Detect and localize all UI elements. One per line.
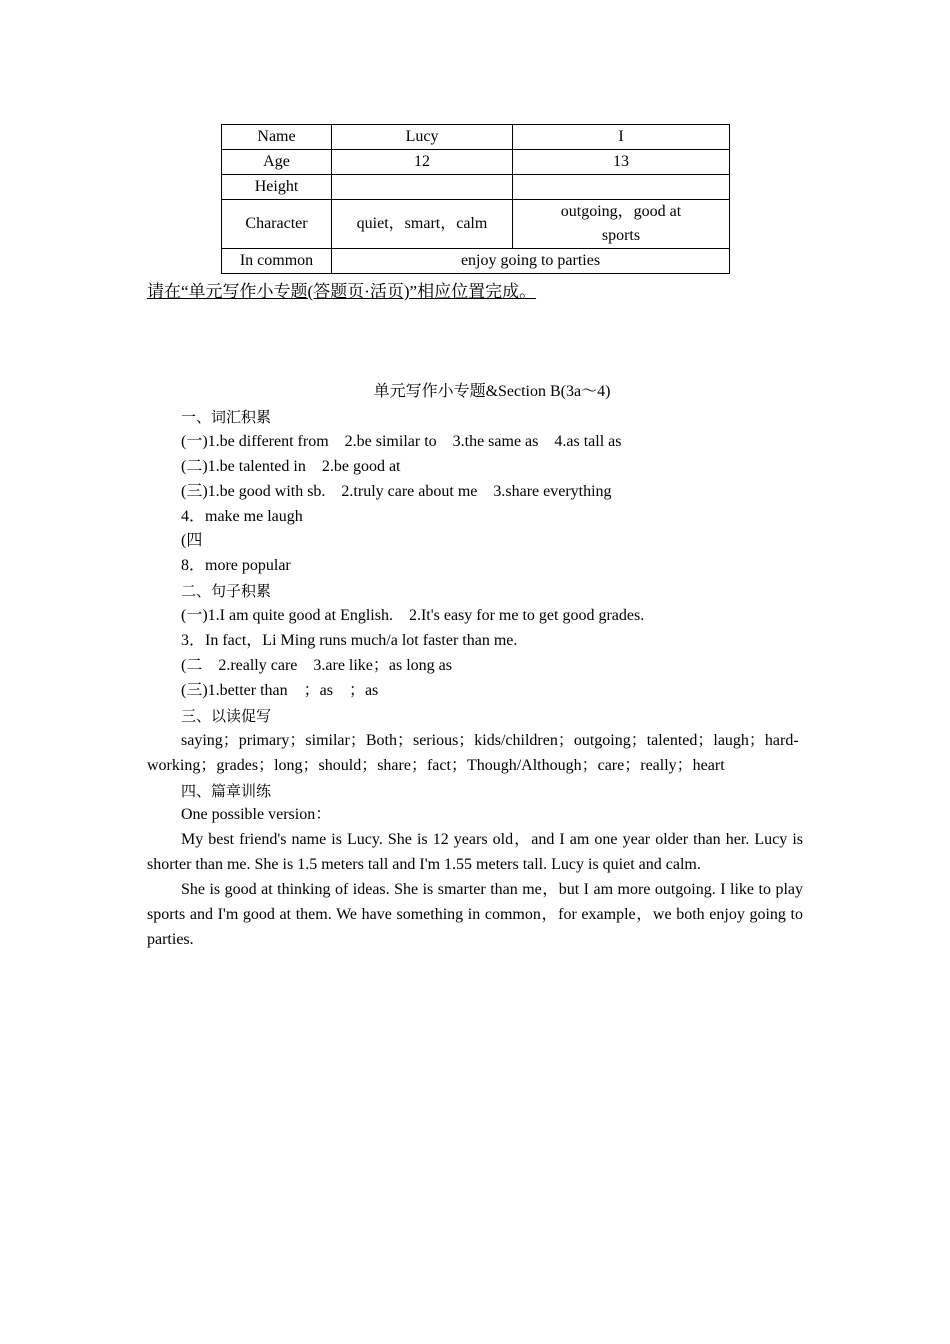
answer-line: (三)1.be good with sb. 2.truly care about me 3.share everything bbox=[181, 482, 612, 500]
table-cell bbox=[513, 200, 730, 249]
table-header-row bbox=[222, 125, 730, 150]
table-cell bbox=[513, 175, 730, 200]
table-cell: I bbox=[513, 125, 730, 150]
answer-line: (一)1.be different from 2.be similar to 3.the same as 4.as tall as bbox=[181, 432, 622, 450]
table-cell: In common bbox=[222, 249, 332, 274]
table-cell: Age bbox=[222, 150, 332, 175]
instruction-note: 请在“单元写作小专题(答题页·活页)”相应位置完成。 bbox=[147, 282, 537, 301]
table-cell: 13 bbox=[513, 150, 730, 175]
essay-paragraph: My best friend's name is Lucy. She is 12 years old，and I am one year older than her. Lucy is shorter than me. She is 1.5 meters tall and I'm 1.55 meters tall. Lucy is quiet and calm. bbox=[147, 831, 803, 874]
table-cell: enjoy going to parties bbox=[332, 249, 730, 274]
answer-key bbox=[147, 380, 803, 953]
answer-line: 8．more popular bbox=[181, 557, 291, 575]
answer-line: One possible version： bbox=[181, 806, 332, 824]
comparison-table bbox=[221, 124, 730, 274]
table-row bbox=[222, 150, 730, 175]
answer-line: 4．make me laugh bbox=[181, 507, 303, 525]
table-cell: quiet，smart，calm bbox=[332, 200, 513, 249]
table-cell: Height bbox=[222, 175, 332, 200]
table-cell: Character bbox=[222, 200, 332, 249]
answer-line: (二 2.really care 3.are like；as long as bbox=[181, 656, 453, 674]
table-cell: Name bbox=[222, 125, 332, 150]
essay-paragraph: She is good at thinking of ideas. She is smarter than me，but I am more outgoing. I like to play sports and I'm good at them. We have something in common，for example，we both enjoy going to parties. bbox=[147, 881, 803, 948]
table-row bbox=[222, 249, 730, 274]
answer-line: (二)1.be talented in 2.be good at bbox=[181, 457, 401, 475]
section-heading: 三、以读促写 bbox=[181, 706, 272, 725]
table-cell bbox=[332, 175, 513, 200]
section-heading: 二、句子积累 bbox=[181, 582, 272, 601]
table-cell: Lucy bbox=[332, 125, 513, 150]
cell-line: sports bbox=[601, 227, 641, 244]
table-cell: 12 bbox=[332, 150, 513, 175]
cell-line: outgoing，good at bbox=[560, 203, 682, 220]
table-row bbox=[222, 175, 730, 200]
section-heading: 一、词汇积累 bbox=[181, 407, 272, 426]
answer-line: (一)1.I am quite good at English. 2.It's easy for me to get good grades. bbox=[181, 607, 645, 625]
answer-title: 单元写作小专题&Section B(3a～4) bbox=[373, 383, 611, 400]
table-row bbox=[222, 200, 730, 249]
answer-line: (四 bbox=[181, 532, 203, 550]
answer-line: (三)1.better than ；as ；as bbox=[181, 681, 379, 699]
section-heading: 四、篇章训练 bbox=[181, 781, 272, 800]
answer-paragraph: saying；primary；similar；Both；serious；kids/children；outgoing；talented；laugh；hard-working；grades；long；should；share；fact；Though/Although；care；really；heart bbox=[147, 731, 799, 774]
answer-line: 3．In fact，Li Ming runs much/a lot faster than me. bbox=[181, 632, 518, 650]
